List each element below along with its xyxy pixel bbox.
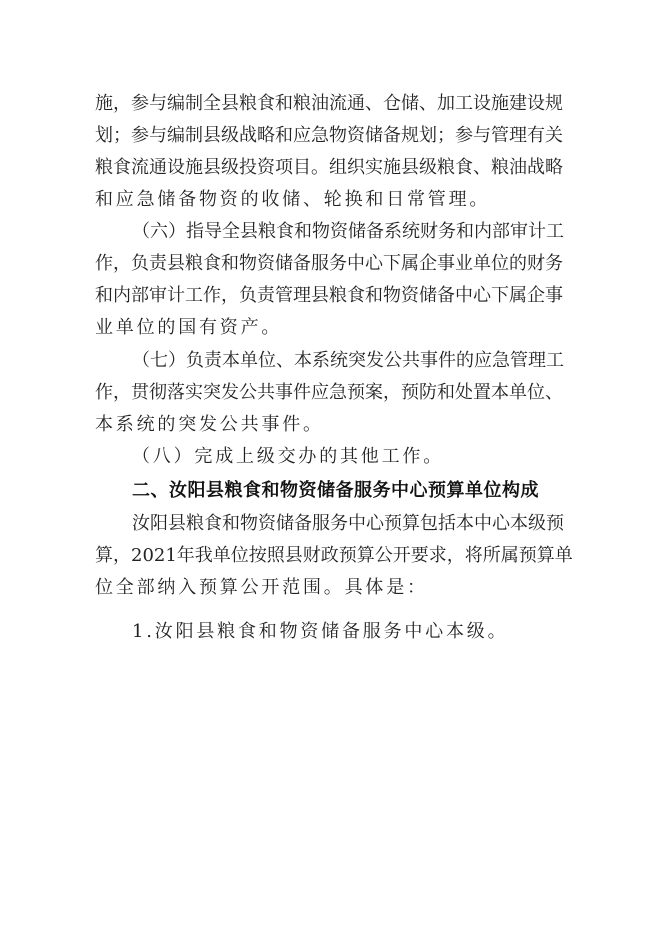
paragraph-line: 本系统的突发公共事件。	[95, 414, 324, 435]
paragraph-line: 作，贯彻落实突发公共事件应急预案，预防和处置本单位、	[95, 382, 563, 403]
paragraph-line: （七）负责本单位、本系统突发公共事件的应急管理工	[132, 350, 564, 371]
paragraph-line: 粮食流通设施县级投资项目。组织实施县级粮食、粮油战略	[95, 157, 563, 178]
paragraph-line: 和应急储备物资的收储、轮换和日常管理。	[95, 189, 491, 210]
paragraph-line: （六）指导全县粮食和物资储备系统财务和内部审计工	[132, 221, 564, 242]
section-heading: 二、汝阳县粮食和物资储备服务中心预算单位构成	[132, 480, 539, 501]
paragraph-line: 和内部审计工作，负责管理县粮食和物资储备中心下属企事	[95, 285, 563, 306]
paragraph-line: 位全部纳入预算公开范围。具体是：	[95, 577, 428, 598]
paragraph-line: 作，负责县粮食和物资储备服务中心下属企事业单位的财务	[95, 253, 563, 274]
paragraph-line: 汝阳县粮食和物资储备服务中心预算包括本中心本级预	[132, 513, 564, 534]
paragraph-line: 业单位的国有资产。	[95, 317, 283, 338]
paragraph-line: 施，参与编制全县粮食和粮油流通、仓储、加工设施建设规	[95, 93, 563, 114]
paragraph-line: （八）完成上级交办的其他工作。	[132, 446, 444, 467]
paragraph-line: 算，2021年我单位按照县财政预算公开要求，将所属预算单	[95, 545, 573, 566]
list-item: 1.汝阳县粮食和物资储备服务中心本级。	[132, 621, 509, 642]
paragraph-line: 划；参与编制县级战略和应急物资储备规划；参与管理有关	[95, 125, 563, 146]
